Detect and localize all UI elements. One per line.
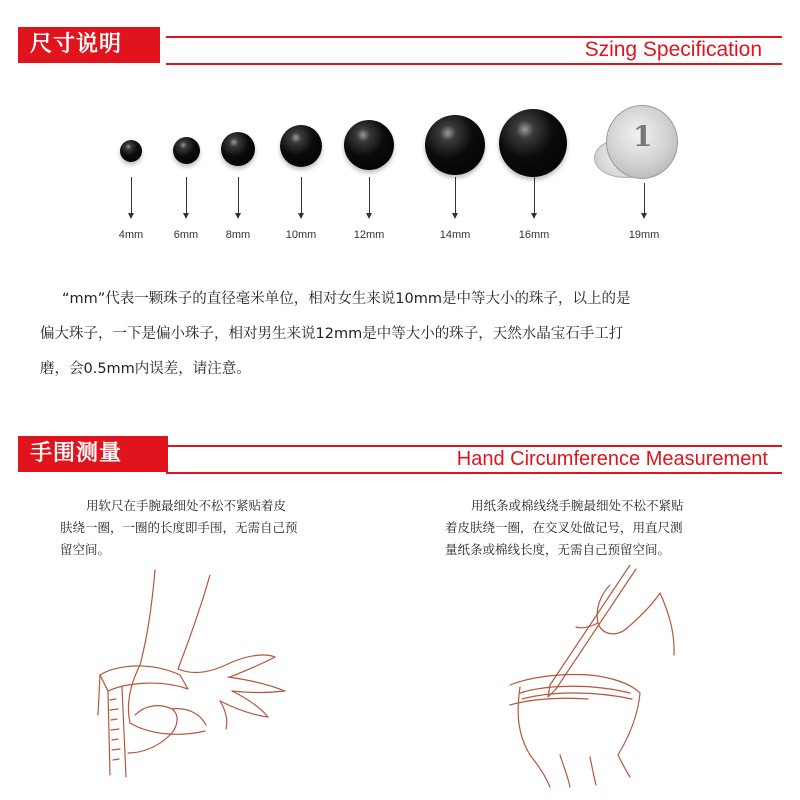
- size-description: [40, 282, 770, 387]
- bead-4mm: [120, 140, 142, 162]
- bead-item-16mm: [494, 95, 574, 255]
- tape-measure-wrist-illustration: [60, 565, 350, 790]
- coin-item-19mm: [604, 95, 684, 255]
- measure-section-title: 手围测量: [18, 436, 168, 472]
- arrow-head-icon: [298, 213, 304, 219]
- instruction-line: 用纸条或棉线绕手腕最细处不松不紧贴: [471, 498, 684, 513]
- header-rule-bottom: [166, 63, 782, 65]
- arrow-icon: [534, 177, 535, 215]
- arrow-icon: [455, 177, 456, 215]
- instruction-line: 量纸条或棉线长度，无需自己预留空间。: [445, 542, 671, 557]
- bead-size-label: 8mm: [225, 229, 251, 241]
- arrow-icon: [238, 177, 239, 215]
- coin-value: 1: [633, 120, 653, 153]
- arrow-head-icon: [452, 213, 458, 219]
- arrow-head-icon: [366, 213, 372, 219]
- measure-left-instructions: [60, 495, 350, 561]
- arrow-icon: [301, 177, 302, 215]
- size-section-title: 尺寸说明: [18, 27, 160, 63]
- description-line: 偏大珠子，一下是偏小珠子，相对男生来说12mm是中等大小的珠子，天然水晶宝石手工打: [40, 326, 624, 342]
- bead-item-12mm: [329, 95, 409, 255]
- arrow-icon: [369, 177, 370, 215]
- bead-10mm: [280, 125, 322, 167]
- bead-size-label: 10mm: [285, 229, 317, 241]
- arrow-icon: [186, 177, 187, 215]
- arrow-head-icon: [128, 213, 134, 219]
- arrow-icon: [131, 177, 132, 215]
- bead-item-14mm: [415, 95, 495, 255]
- bead-6mm: [173, 137, 200, 164]
- bead-16mm: [499, 109, 567, 177]
- coin-icon: [606, 105, 678, 179]
- bead-12mm: [344, 120, 394, 170]
- size-section-title-en: Szing Specification: [584, 38, 762, 61]
- bead-14mm: [425, 115, 485, 175]
- instruction-line: 留空间。: [60, 542, 111, 557]
- header-rule-bottom: [166, 472, 782, 474]
- bead-size-lineup: [0, 95, 800, 255]
- bead-size-label: 6mm: [173, 229, 199, 241]
- arrow-head-icon: [235, 213, 241, 219]
- arrow-head-icon: [641, 213, 647, 219]
- measure-section-title-en: Hand Circumference Measurement: [456, 448, 768, 470]
- bead-size-label: 12mm: [353, 229, 385, 241]
- measure-section-header: [0, 424, 800, 484]
- bead-size-label: 4mm: [118, 229, 144, 241]
- bead-8mm: [221, 132, 255, 166]
- description-line: “mm”代表一颗珠子的直径毫米单位，相对女生来说10mm是中等大小的珠子，以上的是: [62, 291, 631, 307]
- bead-size-label: 16mm: [518, 229, 550, 241]
- instruction-line: 肤绕一圈，一圈的长度即手围，无需自己预: [60, 520, 298, 535]
- measure-right-instructions: [445, 495, 735, 561]
- arrow-head-icon: [531, 213, 537, 219]
- instruction-line: 用软尺在手腕最细处不松不紧贴着皮: [86, 498, 287, 513]
- bead-size-label: 14mm: [439, 229, 471, 241]
- description-line: 磨，会0.5mm内误差，请注意。: [40, 361, 251, 377]
- arrow-icon: [644, 183, 645, 215]
- bead-size-label: 19mm: [628, 229, 660, 241]
- arrow-head-icon: [183, 213, 189, 219]
- size-section-header: [0, 15, 800, 75]
- instruction-line: 着皮肤绕一圈，在交叉处做记号，用直尺测: [445, 520, 683, 535]
- string-pen-wrist-illustration: [490, 565, 780, 790]
